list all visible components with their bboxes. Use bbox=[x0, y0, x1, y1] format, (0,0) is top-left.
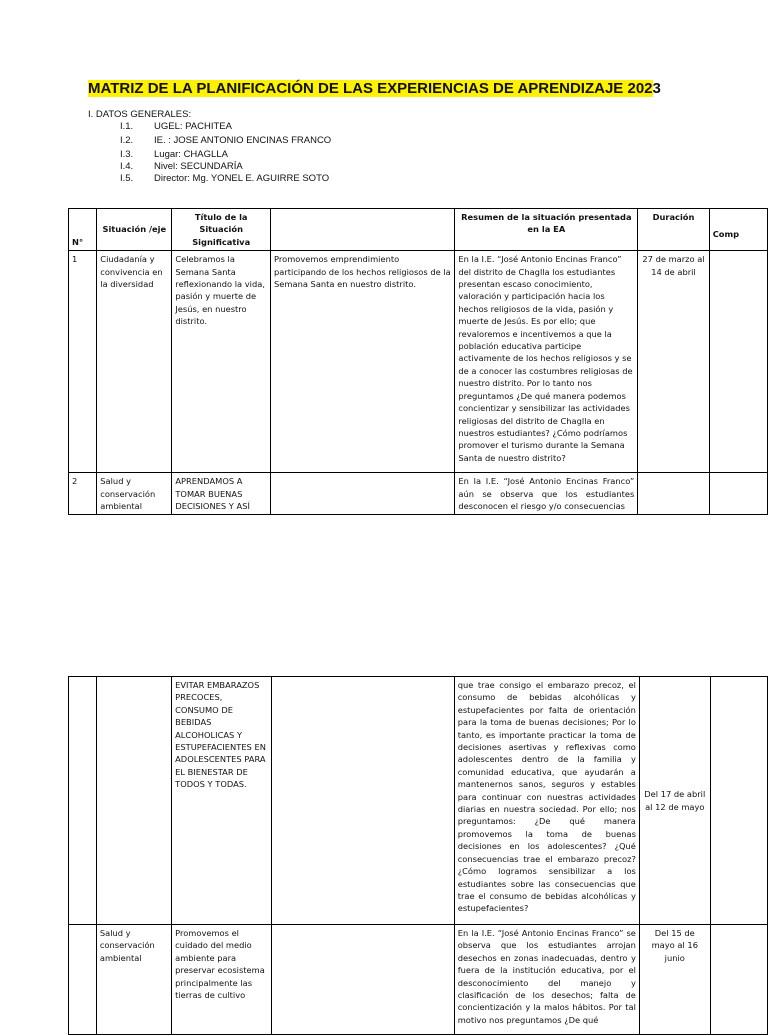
row-competencias bbox=[709, 473, 767, 515]
row-duracion: Del 17 de abril al 12 de mayo bbox=[639, 677, 710, 925]
table-row bbox=[69, 677, 768, 925]
general-item bbox=[120, 121, 420, 133]
document-title bbox=[88, 80, 661, 100]
table-row bbox=[69, 251, 768, 473]
general-item-text: UGEL: PACHITEA bbox=[154, 121, 232, 132]
general-item-text: Lugar: CHAGLLA bbox=[154, 149, 228, 160]
row-number bbox=[69, 925, 97, 1035]
general-item bbox=[120, 135, 420, 147]
row-proposito bbox=[272, 677, 454, 925]
row-resumen: En la I.E. “José Antonio Encinas Franco” se observa que los estudiantes arrojan desechos en zonas inadecuadas, dentro y fuera de la institución educativa, por el desconocimiento del manejo y clasificación de los desechos; falta de concientización y la malos hábitos. Por tal motivo nos preguntamos ¿De qué bbox=[454, 925, 639, 1035]
general-item bbox=[120, 173, 420, 185]
row-titulo: APRENDAMOS A TOMAR BUENAS DECISIONES Y ASÍ bbox=[172, 473, 271, 515]
row-duracion bbox=[638, 473, 709, 515]
header-titulo: Título de la Situación Significativa bbox=[172, 209, 271, 251]
table-header-row bbox=[69, 209, 768, 251]
row-competencias bbox=[710, 925, 767, 1035]
table-row bbox=[69, 473, 768, 515]
header-number: N° bbox=[69, 209, 97, 251]
row-number: 1 bbox=[69, 251, 97, 473]
title-main-text: MATRIZ DE LA PLANIFICACIÓN DE LAS EXPERIENCIAS DE APRENDIZAJE 202 bbox=[88, 80, 653, 97]
general-item-number: I.3. bbox=[120, 149, 134, 160]
row-titulo: Promovemos el cuidado del medio ambiente para preservar ecosistema principalmente las tierras de cultivo bbox=[172, 925, 272, 1035]
row-competencias bbox=[710, 677, 767, 925]
row-situacion bbox=[96, 677, 171, 925]
row-situacion: Salud y conservación ambiental bbox=[96, 925, 171, 1035]
general-item-number: I.4. bbox=[120, 161, 134, 172]
row-proposito bbox=[271, 473, 455, 515]
general-item-number: I.2. bbox=[120, 135, 134, 146]
row-situacion: Ciudadanía y convivencia en la diversidad bbox=[97, 251, 172, 473]
general-item-text: Director: Mg. YONEL E. AGUIRRE SOTO bbox=[154, 173, 330, 184]
row-proposito: Promovemos emprendimiento participando de los hechos religiosos de la Semana Santa en nuestro distrito. bbox=[271, 251, 455, 473]
row-situacion: Salud y conservación ambiental bbox=[97, 473, 172, 515]
row-competencias bbox=[709, 251, 767, 473]
general-item bbox=[120, 161, 420, 173]
row-resumen: que trae consigo el embarazo precoz, el consumo de bebidas alcohólicas y estupefacientes por falta de orientación para la toma de buenas decisiones; Por lo tanto, es importante practicar la toma de decisiones asertivas y reflexivas como adolescentes dentro de la familia y comunidad educativa, que ayudarán a mantenernos sanos, seguros y estables para continuar con nuestras actividades diarias en nuestra sociedad. Por ello; nos preguntamos: ¿De qué manera promovemos la toma de buenas decisiones en los adolescentes? ¿Qué consecuencias trae el embarazo precoz? ¿Cómo logramos sensibilizar a los estudiantes sobre las consecuencias que trae el consumo de bebidas alcohólicas y estupefacientes? bbox=[454, 677, 639, 925]
experiences-table-page-1 bbox=[68, 208, 768, 515]
general-item-text: IE. : JOSE ANTONIO ENCINAS FRANCO bbox=[154, 135, 332, 146]
row-resumen: En la I.E. “José Antonio Encinas Franco” del distrito de Chaglla los estudiantes presentan escaso conocimiento, valoración y participación hacia los hechos religiosos de la vida, pasión y muerte de Jesús. Es por ello; que revaloremos e incentivemos a que la población educativa participe activamente de los hechos religiosos y se de a conocer las costumbres religiosas de nuestro distrito. Por lo tanto nos preguntamos ¿De qué manera podemos concientizar y sensibilizar las actividades religiosas del distrito de Chaglla en nuestros estudiantes? ¿Cómo podríamos promover el turismo durante la Semana Santa de nuestro distrito? bbox=[455, 251, 638, 473]
header-resumen: Resumen de la situación presentada en la EA bbox=[455, 209, 638, 251]
row-titulo: Celebramos la Semana Santa reflexionando la vida, pasión y muerte de Jesús, en nuestro distrito. bbox=[172, 251, 271, 473]
general-item-number: I.5. bbox=[120, 173, 134, 184]
experiences-table-page-2 bbox=[68, 676, 768, 1035]
general-heading: I. DATOS GENERALES: bbox=[88, 109, 192, 120]
general-item-text: Nivel: SECUNDARÍA bbox=[154, 161, 243, 172]
row-duracion: Del 15 de mayo al 16 junio bbox=[639, 925, 710, 1035]
row-number: 2 bbox=[69, 473, 97, 515]
header-duracion: Duración bbox=[638, 209, 709, 251]
header-blank bbox=[271, 209, 455, 251]
table-row bbox=[69, 925, 768, 1035]
row-number bbox=[69, 677, 97, 925]
general-item bbox=[120, 149, 420, 161]
title-end-digit: 3 bbox=[652, 80, 661, 97]
row-proposito bbox=[272, 925, 454, 1035]
row-duracion: 27 de marzo al 14 de abril bbox=[638, 251, 709, 473]
row-resumen: En la I.E. “José Antonio Encinas Franco” aún se observa que los estudiantes desconocen el riesgo y/o consecuencias bbox=[455, 473, 638, 515]
header-competencias: Comp bbox=[709, 209, 767, 251]
row-titulo: EVITAR EMBARAZOS PRECOCES, CONSUMO DE BEBIDAS ALCOHOLICAS Y ESTUPEFACIENTES EN ADOLESCENTES PARA EL BIENESTAR DE TODOS Y TODAS. bbox=[172, 677, 272, 925]
header-situacion: Situación /eje bbox=[97, 209, 172, 251]
general-item-number: I.1. bbox=[120, 121, 134, 132]
